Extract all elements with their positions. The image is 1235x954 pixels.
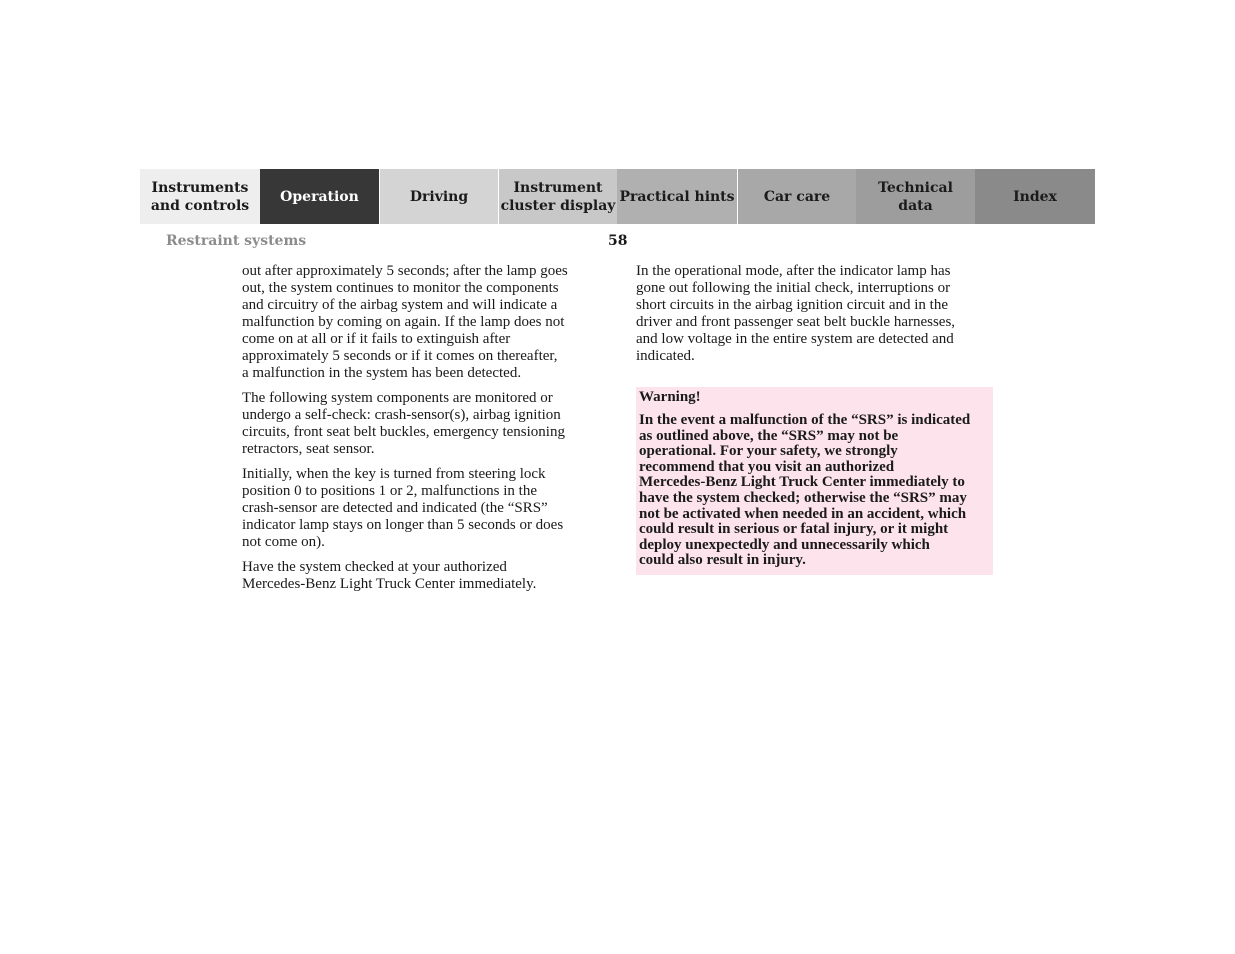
tab-instruments-and-controls[interactable]: Instruments and controls — [140, 169, 260, 224]
paragraph: Have the system checked at your authorized Mercedes-Benz Light Truck Center immediately. — [242, 559, 537, 592]
tab-car-care[interactable]: Car care — [737, 169, 856, 224]
tab-operation[interactable]: Operation — [260, 169, 379, 224]
tab-driving[interactable]: Driving — [379, 169, 498, 224]
tab-practical-hints[interactable]: Practical hints — [617, 169, 737, 224]
paragraph: Initially, when the key is turned from steering lock position 0 to positions 1 or 2, malfunctions in the crash-sensor are detected and indicated (the “SRS” indicator lamp stays on longer than 5 seconds or does not come on). — [242, 466, 564, 550]
section-title: Restraint systems — [166, 233, 307, 249]
tab-technical-data[interactable]: Technical data — [856, 169, 975, 224]
paragraph: In the operational mode, after the indicator lamp has gone out following the initial check, interruptions or short circuits in the airbag ignition circuit and in the driver and front passenger seat belt buckle harnesses, and low voltage in the entire system are detected and indicated. — [636, 263, 956, 364]
page-number: 58 — [608, 233, 628, 249]
right-column — [636, 263, 992, 373]
paragraph: The following system components are monitored or undergo a self-check: crash-sensor(s), airbag ignition circuits, front seat belt buckles, emergency tensioning retractors, seat sensor. — [242, 390, 565, 457]
paragraph: out after approximately 5 seconds; after the lamp goes out, the system continues to monitor the components and circuitry of the airbag system and will indicate a malfunction by coming on again. If the lamp does not come on at all or if it fails to extinguish after approximately 5 seconds or if it comes on thereafter, a malfunction in the system has been detected. — [242, 263, 568, 381]
warning-text: In the event a malfunction of the “SRS” is indicated as outlined above, the “SRS” may not be operational. For your safety, we strongly recommend that you visit an authorized Mercedes-Benz Light Truck Center immediately to have the system checked; otherwise the “SRS” may not be activated when needed in an accident, which could result in serious or fatal injury, or it might deploy unexpectedly and unnecessarily which could also result in injury. — [639, 412, 971, 569]
left-column — [242, 263, 597, 601]
warning-title: Warning! — [639, 389, 701, 405]
warning-box — [636, 387, 993, 575]
tab-instrument-cluster-display[interactable]: Instrument cluster display — [498, 169, 617, 224]
section-nav — [140, 169, 1095, 224]
tab-index[interactable]: Index — [975, 169, 1095, 224]
